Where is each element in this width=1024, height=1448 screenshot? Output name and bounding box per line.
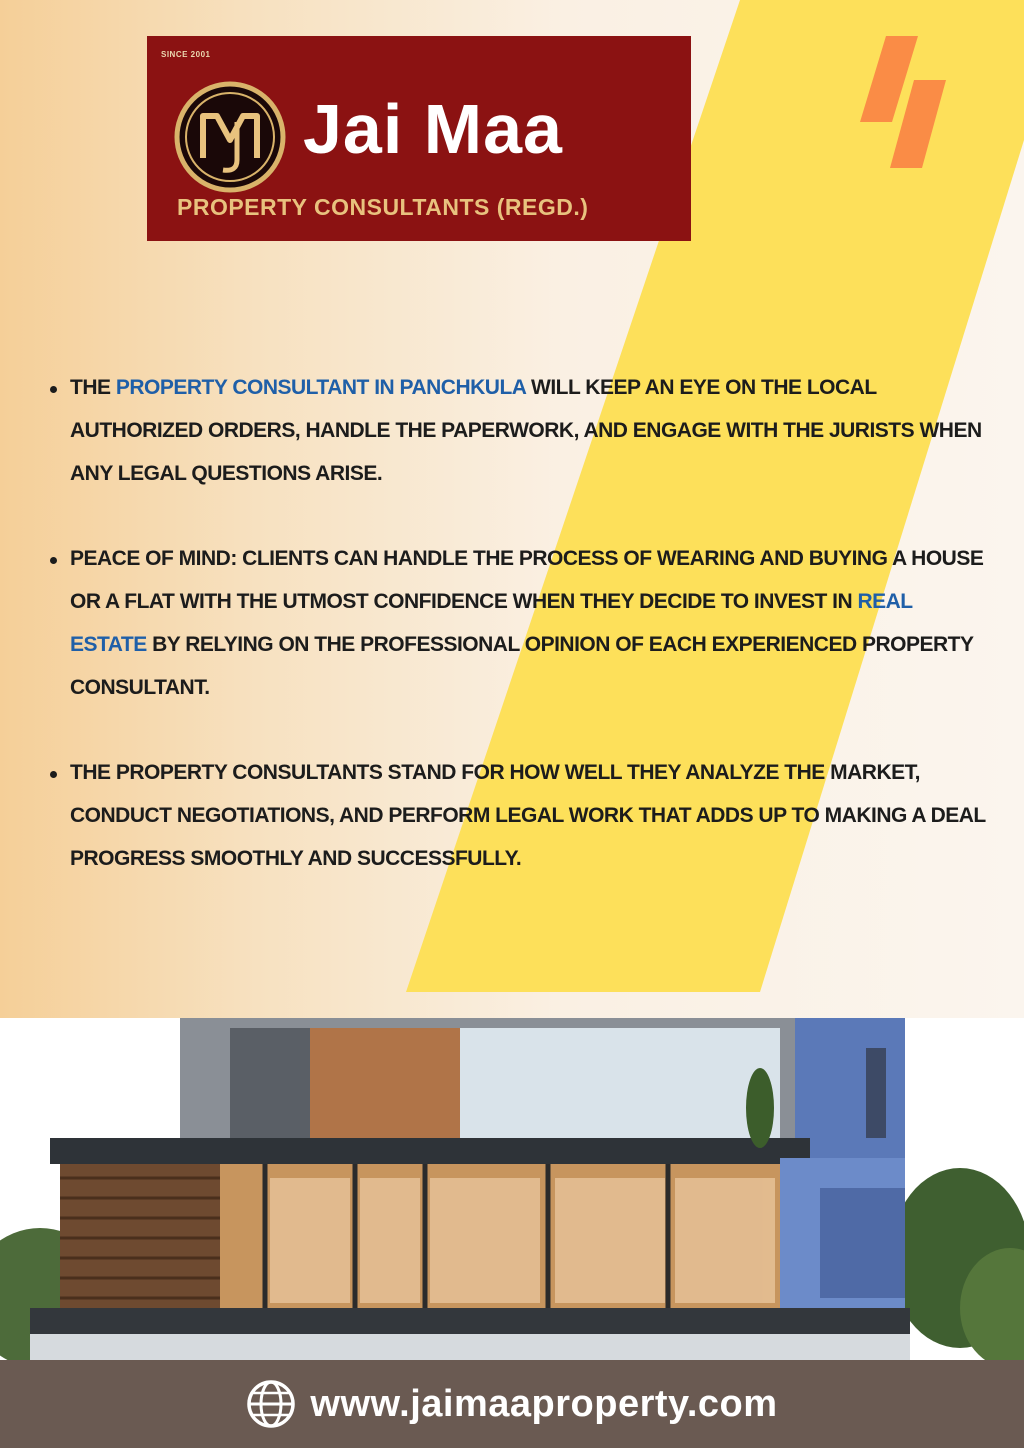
logo-tagline: PROPERTY CONSULTANTS (REGD.) — [177, 194, 589, 220]
bullet-dot — [50, 771, 57, 778]
monogram-emblem-icon — [173, 80, 287, 194]
bullet-item-1 — [48, 366, 988, 495]
bullet-dot — [50, 386, 57, 393]
real-estate-link[interactable]: REAL ESTATE — [70, 590, 913, 656]
property-consultant-panchkula-link[interactable]: PROPERTY CONSULTANT IN PANCHKULA — [115, 376, 526, 399]
modern-house-illustration — [0, 1018, 1024, 1360]
globe-icon — [246, 1379, 296, 1429]
bullet-text-1 — [70, 366, 988, 495]
house-photo — [0, 1018, 1024, 1360]
bullet-1-post: WILL KEEP AN EYE ON THE LOCAL AUTHORIZED ORDERS, HANDLE THE PAPERWORK, AND ENGAGE WITH THE JURISTS WHEN ANY LEGAL QUESTIONS ARISE. — [70, 376, 982, 485]
bullet-list — [48, 366, 988, 922]
company-logo — [147, 36, 691, 241]
website-url-link[interactable]: www.jaimaaproperty.com — [310, 1382, 778, 1425]
bullet-2-pre: PEACE OF MIND: CLIENTS CAN HANDLE THE PROCESS OF WEARING AND BUYING A HOUSE OR A FLAT WITH THE UTMOST CONFIDENCE WHEN THEY DECIDE TO INVEST IN — [70, 547, 984, 613]
logo-since-text: SINCE 2001 — [161, 50, 211, 59]
bullet-2-post: BY RELYING ON THE PROFESSIONAL OPINION OF EACH EXPERIENCED PROPERTY CONSULTANT. — [70, 633, 974, 699]
bullet-text-2 — [70, 537, 988, 709]
bullet-dot — [50, 557, 57, 564]
bullet-item-3 — [48, 751, 988, 880]
bullet-1-pre: THE — [70, 376, 116, 399]
bullet-text-3: THE PROPERTY CONSULTANTS STAND FOR HOW WELL THEY ANALYZE THE MARKET, CONDUCT NEGOTIATIONS, AND PERFORM LEGAL WORK THAT ADDS UP TO MAKING A DEAL PROGRESS SMOOTHLY AND SUCCESSFULLY. — [70, 761, 986, 870]
bullet-item-2 — [48, 537, 988, 709]
logo-brand-name: Jai Maa — [303, 90, 563, 168]
orange-slash-icon — [856, 36, 948, 168]
footer-bar — [0, 1360, 1024, 1448]
